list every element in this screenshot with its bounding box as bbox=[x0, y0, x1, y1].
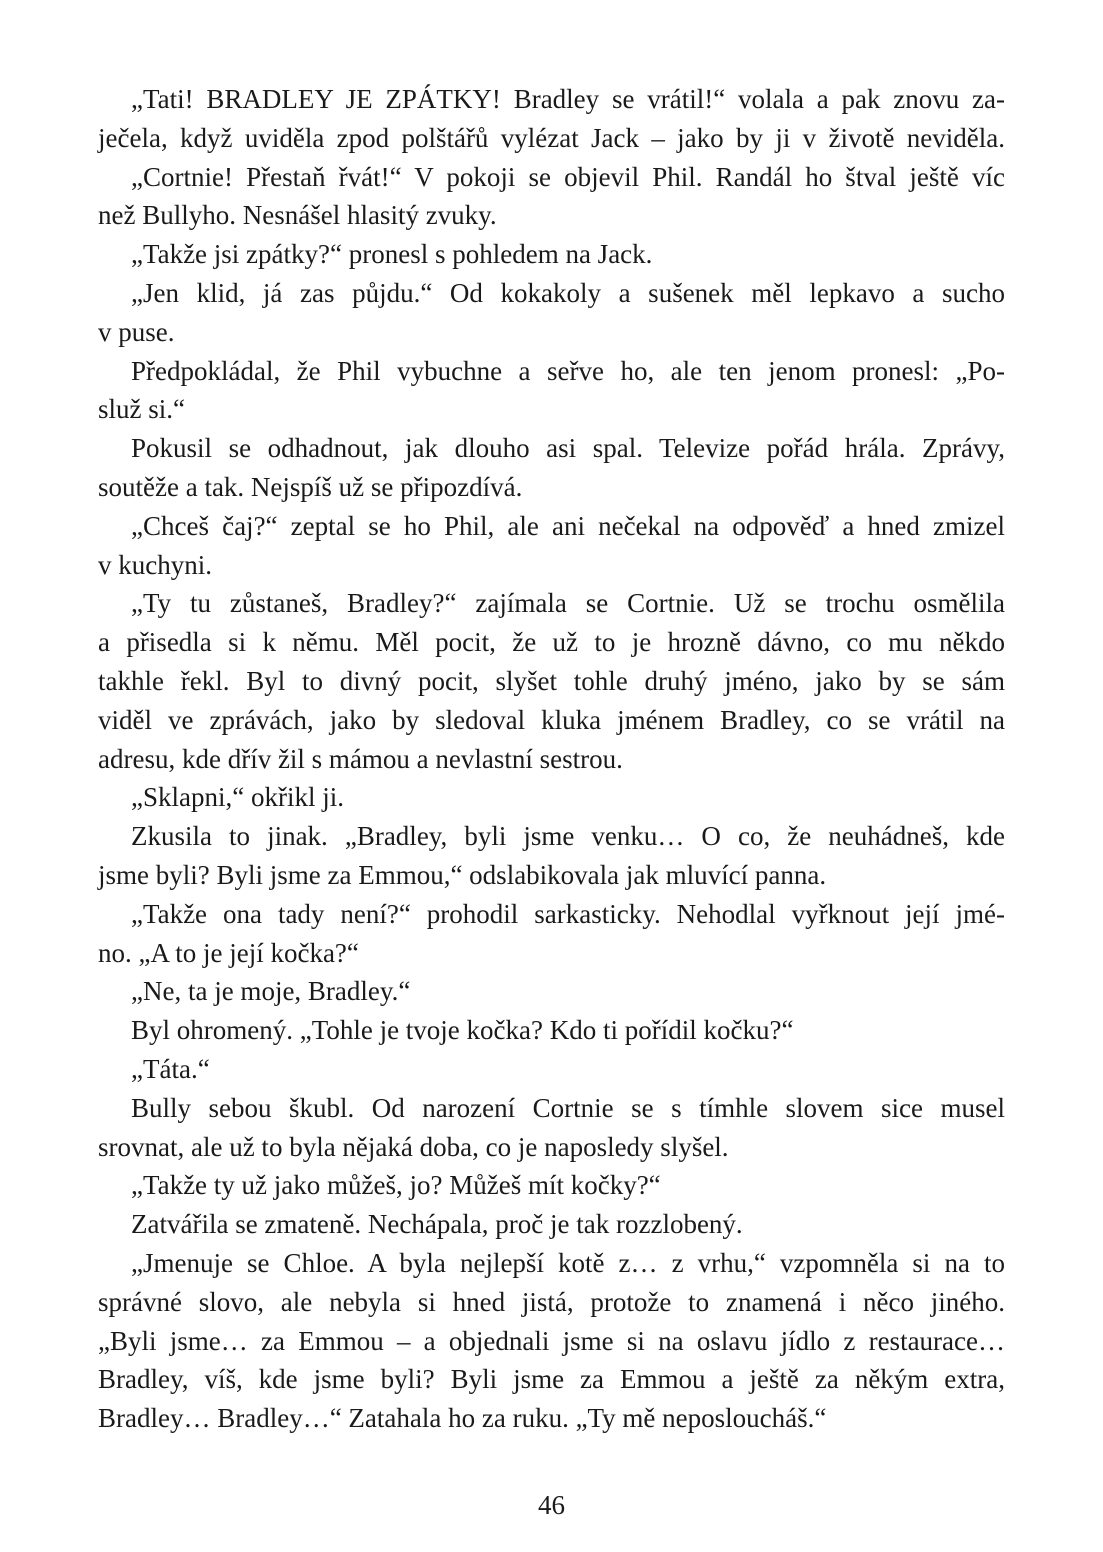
text-line: „Sklapni,“ okřikl ji. bbox=[131, 782, 344, 813]
text-line: „Tati! BRADLEY JE ZPÁTKY! Bradley se vrátil!“ volala a pak znovu za- bbox=[131, 84, 1005, 114]
text-line: Bradley, víš, kde jsme byli? Byli jsme za Emmou a ještě za někým extra, bbox=[98, 1364, 1005, 1395]
text-line: adresu, kde dřív žil s mámou a nevlastní sestrou. bbox=[98, 743, 623, 774]
text-line: „Byli jsme… za Emmou – a objednali jsme si na oslavu jídlo z restaurace… bbox=[98, 1325, 1005, 1356]
text-line: v puse. bbox=[98, 316, 175, 347]
page-number: 46 bbox=[538, 1490, 565, 1520]
text-line: „Ty tu zůstaneš, Bradley?“ zajímala se Cortnie. Už se trochu osmělila bbox=[131, 588, 1005, 619]
text-line: Zkusila to jinak. „Bradley, byli jsme venku… O co, že neuhádneš, kde bbox=[131, 821, 1005, 852]
text-line: „Ne, ta je moje, Bradley.“ bbox=[131, 976, 411, 1007]
text-line: Bully sebou škubl. Od narození Cortnie se s tímhle slovem sice musel bbox=[131, 1092, 1005, 1123]
text-line: „Takže jsi zpátky?“ pronesl s pohledem na Jack. bbox=[131, 239, 653, 270]
text-line: „Jmenuje se Chloe. A byla nejlepší kotě z… z vrhu,“ vzpomněla si na to bbox=[131, 1247, 1005, 1278]
text-line: takhle řekl. Byl to divný pocit, slyšet tohle druhý jméno, jako by se sám bbox=[98, 665, 1005, 696]
text-line: Byl ohromený. „Tohle je tvoje kočka? Kdo ti pořídil kočku?“ bbox=[131, 1015, 794, 1046]
text-line: Bradley… Bradley…“ Zatahala ho za ruku. „Ty mě neposloucháš.“ bbox=[98, 1403, 827, 1434]
text-line: Zatvářila se zmateně. Nechápala, proč je tak rozzlobený. bbox=[131, 1209, 743, 1240]
text-line: „Táta.“ bbox=[131, 1053, 210, 1084]
text-line: „Chceš čaj?“ zeptal se ho Phil, ale ani nečekal na odpověď a hned zmizel bbox=[131, 510, 1005, 541]
text-line: Pokusil se odhadnout, jak dlouho asi spal. Televize pořád hrála. Zprávy, bbox=[131, 433, 1005, 464]
text-line: soutěže a tak. Nejspíš už se připozdívá. bbox=[98, 471, 523, 502]
text-line: „Cortnie! Přestaň řvát!“ V pokoji se objevil Phil. Randál ho štval ještě víc bbox=[131, 161, 1005, 192]
text-line: jsme byli? Byli jsme za Emmou,“ odslabikovala jak mluvící panna. bbox=[98, 859, 827, 890]
text-line: srovnat, ale už to byla nějaká doba, co je naposledy slyšel. bbox=[98, 1131, 729, 1162]
text-line: ječela, když uviděla zpod polštářů vylézat Jack – jako by ji v životě neviděla. bbox=[98, 122, 1005, 153]
text-line: „Takže ty už jako můžeš, jo? Můžeš mít kočky?“ bbox=[131, 1170, 661, 1201]
text-line: než Bullyho. Nesnášel hlasitý zvuky. bbox=[98, 200, 497, 231]
text-line: a přisedla si k němu. Měl pocit, že už to je hrozně dávno, co mu někdo bbox=[98, 627, 1005, 658]
body-text bbox=[98, 80, 1005, 1438]
text-line: viděl ve zprávách, jako by sledoval kluka jménem Bradley, co se vrátil na bbox=[98, 704, 1005, 735]
text-line: správné slovo, ale nebyla si hned jistá, protože to znamená i něco jiného. bbox=[98, 1286, 1005, 1317]
text-line: „Takže ona tady není?“ prohodil sarkasticky. Nehodlal vyřknout její jmé- bbox=[131, 898, 1005, 929]
text-line: „Jen klid, já zas půjdu.“ Od kokakoly a sušenek měl lepkavo a sucho bbox=[131, 277, 1005, 308]
text-line: no. „A to je její kočka?“ bbox=[98, 937, 359, 968]
text-line: v kuchyni. bbox=[98, 549, 212, 580]
text-line: Předpokládal, že Phil vybuchne a seřve ho, ale ten jenom pronesl: „Po- bbox=[131, 355, 1005, 386]
text-line: služ si.“ bbox=[98, 394, 185, 425]
